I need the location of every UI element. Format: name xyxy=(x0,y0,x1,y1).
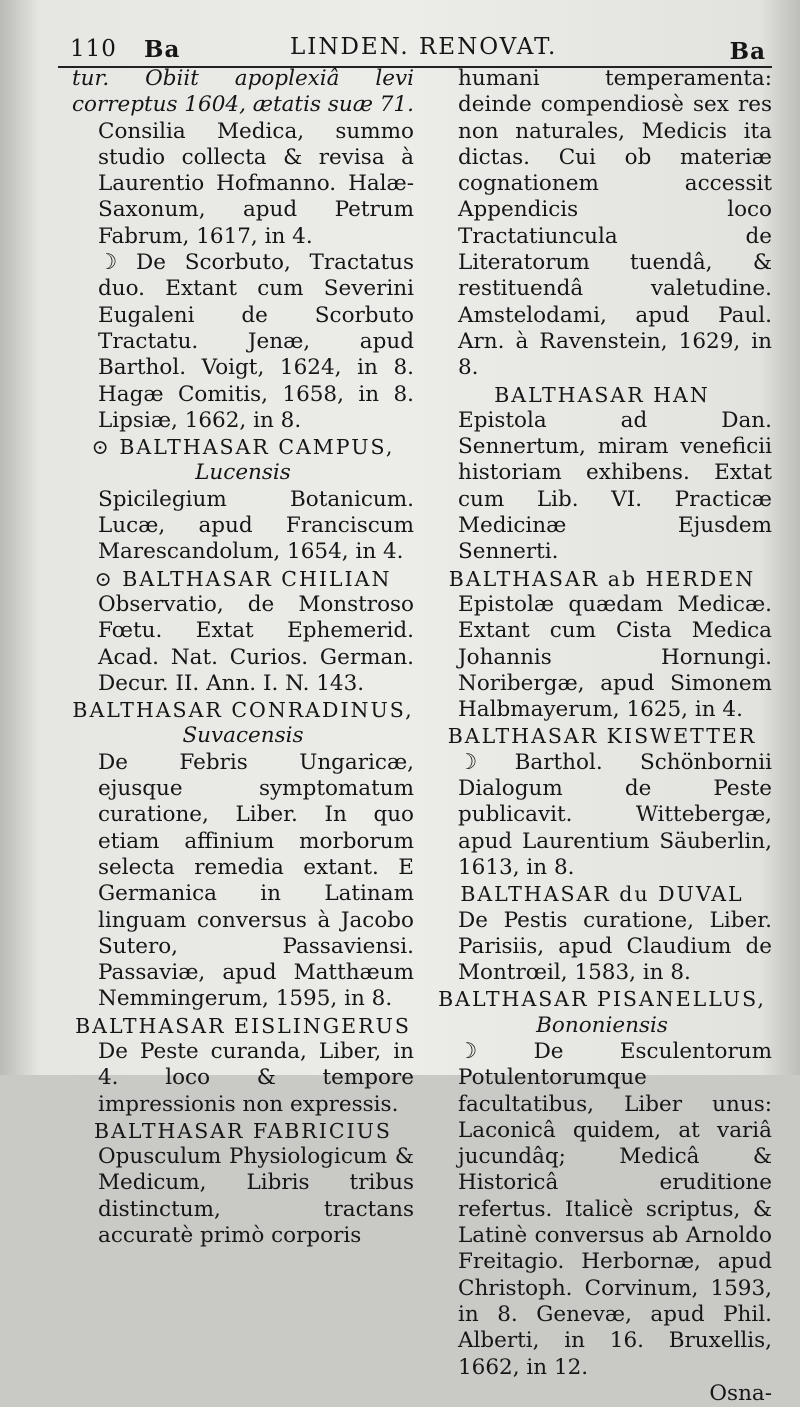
author-heading: BALTHASAR ab HERDEN xyxy=(448,566,756,591)
entry-paragraph: humani temperamenta: deinde compendiosè sex res non naturales, Medicis ita dictas. Cui ob materiæ cognationem accessit Appendicis loco Tractatiuncula de Literatorum tuendâ, & restituendâ valetudine. Amstelodami, apud Paul. Arn. à Ravenstein, 1629, in 8. xyxy=(458,66,772,381)
entry-paragraph: De Pestis curatione, Liber. Parisiis, apud Claudium de Montrœil, 1583, in 8. xyxy=(458,907,772,986)
right-catchword-key: Ba xyxy=(729,38,766,65)
page-number: 110 xyxy=(70,36,117,62)
entry-paragraph: De Peste curanda, Liber, in 4. loco & tempore impressionis non expressis. xyxy=(98,1038,414,1117)
entry-paragraph: Epistolæ quædam Medicæ. Extant cum Cista Medica Johannis Hornungi. Noribergæ, apud Simonem Halbmayerum, 1625, in 4. xyxy=(458,591,772,723)
author-heading: BALTHASAR FABRICIUS xyxy=(94,1118,392,1143)
entry-paragraph: tur. Obiit apoplexiâ levi correptus 1604, ætatis suæ 71. xyxy=(72,66,414,118)
entry-paragraph: ☽ De Scorbuto, Tractatus duo. Extant cum Severini Eugaleni de Scorbuto Tractatu. Jenæ, apud Barthol. Voigt, 1624, in 8. Hagæ Comitis, 1658, in 8. Lipsiæ, 1662, in 8. xyxy=(98,250,414,433)
entry-paragraph: Epistola ad Dan. Sennertum, miram veneficii historiam exhibens. Extat cum Lib. VI. Practicæ Medicinæ Ejusdem Sennerti. xyxy=(458,407,772,565)
entry-paragraph: Opusculum Physiologicum & Medicum, Libris tribus distinctum, tractans accuratè primò corporis xyxy=(98,1144,414,1249)
author-heading: BALTHASAR CONRADINUS, xyxy=(72,698,414,723)
entry-paragraph: De Febris Ungaricæ, ejusque symptomatum curatione, Liber. In quo etiam affinium morborum selecta remedia extant. E Germanica in Latinam linguam conversus à Jacobo Sutero, Passaviensi. Passaviæ, apud Matthæum Nemmingerum, 1595, in 8. xyxy=(98,749,414,1012)
author-heading: ⊙ BALTHASAR CHILIAN xyxy=(94,566,392,591)
right-column xyxy=(432,66,772,1407)
running-title: LINDEN. RENOVAT. xyxy=(290,34,558,60)
left-column xyxy=(72,66,414,1249)
author-heading: ⊙ BALTHASAR CAMPUS, xyxy=(91,435,395,460)
author-origin: Bononiensis xyxy=(536,1012,668,1038)
entry-paragraph: ☽ De Esculentorum Potulentorumque facultatibus, Liber unus: Laconicâ quidem, at variâ jucundâq; Medicâ & Historicâ eruditione refertus. Italicè scriptus, & Latinè conversus ab Arnoldo Freitagio. Herbornæ, apud Christoph. Corvinum, 1593, in 8. Genevæ, apud Phil. Alberti, in 16. Bruxellis, 1662, in 12. xyxy=(458,1038,772,1380)
entry-paragraph: Consilia Medica, summo studio collecta & revisa à Laurentio Hofmanno. Halæ-Saxonum, apud Petrum Fabrum, 1617, in 4. xyxy=(98,118,414,249)
catchword: Osna- xyxy=(709,1380,772,1406)
entry-paragraph: ☽ Barthol. Schönbornii Dialogum de Peste publicavit. Wittebergæ, apud Laurentium Säuberlin, 1613, in 8. xyxy=(458,749,772,880)
entry-paragraph: Spicilegium Botanicum. Lucæ, apud Franciscum Marescandolum, 1654, in 4. xyxy=(98,486,414,565)
author-heading: BALTHASAR PISANELLUS, xyxy=(438,987,766,1012)
author-heading: BALTHASAR du DUVAL xyxy=(460,882,744,907)
entry-paragraph: Observatio, de Monstroso Fœtu. Extat Ephemerid. Acad. Nat. Curios. German. Decur. II. Ann. I. N. 143. xyxy=(98,591,414,696)
author-heading: BALTHASAR EISLINGERUS xyxy=(75,1013,411,1038)
left-catchword-key: Ba xyxy=(144,36,181,63)
author-heading: BALTHASAR KISWETTER xyxy=(447,724,757,749)
author-origin: Lucensis xyxy=(195,460,291,486)
author-heading: BALTHASAR HAN xyxy=(494,382,710,407)
running-header xyxy=(58,30,772,66)
author-origin: Suvacensis xyxy=(182,723,304,749)
